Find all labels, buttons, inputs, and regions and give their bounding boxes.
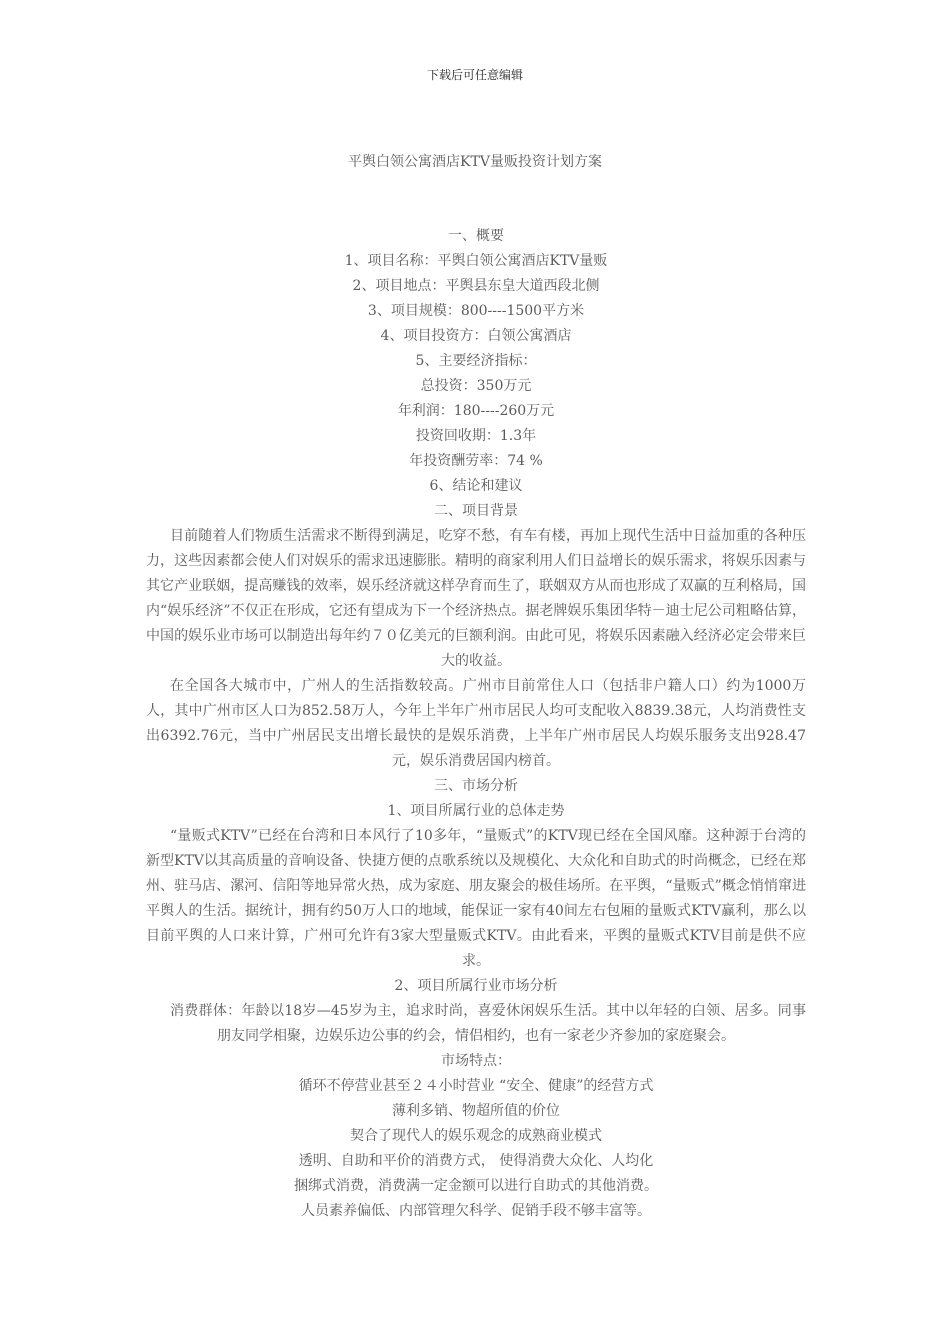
summary-item: 2、项目地点：平舆县东皇大道西段北侧 bbox=[352, 278, 600, 294]
subsection-heading: 2、项目所属行业市场分析 bbox=[394, 978, 558, 994]
feature-item: 循环不停营业甚至２４小时营业 “安全、健康”的经营方式 bbox=[298, 1078, 654, 1094]
feature-item: 人员素养偏低、内部管理欠科学、促销手段不够丰富等。 bbox=[301, 1203, 651, 1219]
indicator-item: 年投资酬劳率：74 % bbox=[409, 453, 543, 469]
page-header: 下载后可任意编辑 bbox=[426, 68, 523, 82]
indicator-item: 年利润：180----260万元 bbox=[397, 403, 555, 419]
feature-item: 透明、自助和平价的消费方式， 使得消费大众化、人均化 bbox=[298, 1153, 654, 1169]
body-paragraph: 消费群体：年龄以18岁—45岁为主，追求时尚，喜爱休闲娱乐生活。其中以年轻的白领、居多。同事朋友同学相聚，边娱乐边公事的约会，情侣相约，也有一家老少齐参加的家庭聚会。 bbox=[170, 1003, 806, 1044]
summary-item: 4、项目投资方：白领公寓酒店 bbox=[380, 328, 572, 344]
summary-item: 5、主要经济指标： bbox=[415, 353, 537, 369]
section-heading: 三、市场分析 bbox=[434, 778, 518, 794]
features-title: 市场特点： bbox=[441, 1053, 511, 1069]
body-paragraph: 目前随着人们物质生活需求不断得到满足，吃穿不愁，有车有楼，再加上现代生活中日益加重的各种压力，这些因素都会使人们对娱乐的需求迅速膨胀。精明的商家利用人们日益增长的娱乐需求，将娱乐因素与其它产业联姻，提高赚钱的效率，娱乐经济就这样孕育而生了，联姻双方从而也形成了双赢的互利格局，国内“娱乐经济”不仅正在形成，它还有望成为下一个经济热点。据老牌娱乐集团华特－迪士尼公司粗略估算，中国的娱乐业市场可以制造出每年约７０亿美元的巨额利润。由此可见，将娱乐因素融入经济必定会带来巨大的收益。 bbox=[146, 528, 806, 669]
section-heading: 二、项目背景 bbox=[434, 503, 518, 519]
feature-item: 薄利多销、物超所值的价位 bbox=[392, 1103, 560, 1119]
subsection-heading: 1、项目所属行业的总体走势 bbox=[387, 803, 565, 819]
feature-item: 契合了现代人的娱乐观念的成熟商业模式 bbox=[350, 1128, 602, 1144]
section-heading: 一、概要 bbox=[448, 228, 504, 244]
summary-item: 3、项目规模：800----1500平方米 bbox=[367, 303, 585, 319]
document-body bbox=[146, 224, 806, 1224]
indicator-item: 投资回收期：1.3年 bbox=[415, 428, 537, 444]
body-paragraph: 在全国各大城市中，广州人的生活指数较高。广州市目前常住人口（包括非户籍人口）约为1000万人，其中广州市区人口为852.58万人，今年上半年广州市居民人均可支配收入8839.38元，人均消费性支出6392.76元，当中广州居民支出增长最快的是娱乐消费，上半年广州市居民人均娱乐服务支出928.47元，娱乐消费居国内榜首。 bbox=[146, 678, 806, 769]
feature-item: 捆绑式消费，消费满一定金额可以进行自助式的其他消费。 bbox=[294, 1178, 658, 1194]
summary-item: 1、项目名称：平舆白领公寓酒店KTV量贩 bbox=[344, 253, 608, 269]
indicator-item: 总投资：350万元 bbox=[420, 378, 532, 394]
summary-item: 6、结论和建议 bbox=[429, 478, 523, 494]
body-paragraph: “量贩式KTV”已经在台湾和日本风行了10多年，“量贩式”的KTV现已经在全国风靡。这种源于台湾的新型KTV以其高质量的音响设备、快捷方便的点歌系统以及规模化、大众化和自助式的时尚概念，已经在郑州、驻马店、漯河、信阳等地异常火热，成为家庭、朋友聚会的极佳场所。在平舆，“量贩式”概念悄悄窜进平舆人的生活。据统计，拥有约50万人口的地域，能保证一家有40间左右包厢的量贩式KTV赢利，那么以目前平舆的人口来计算，广州可允许有3家大型量贩式KTV。由此看来，平舆的量贩式KTV目前是供不应求。 bbox=[146, 828, 806, 969]
document-title: 平舆白领公寓酒店KTV量贩投资计划方案 bbox=[348, 154, 602, 170]
